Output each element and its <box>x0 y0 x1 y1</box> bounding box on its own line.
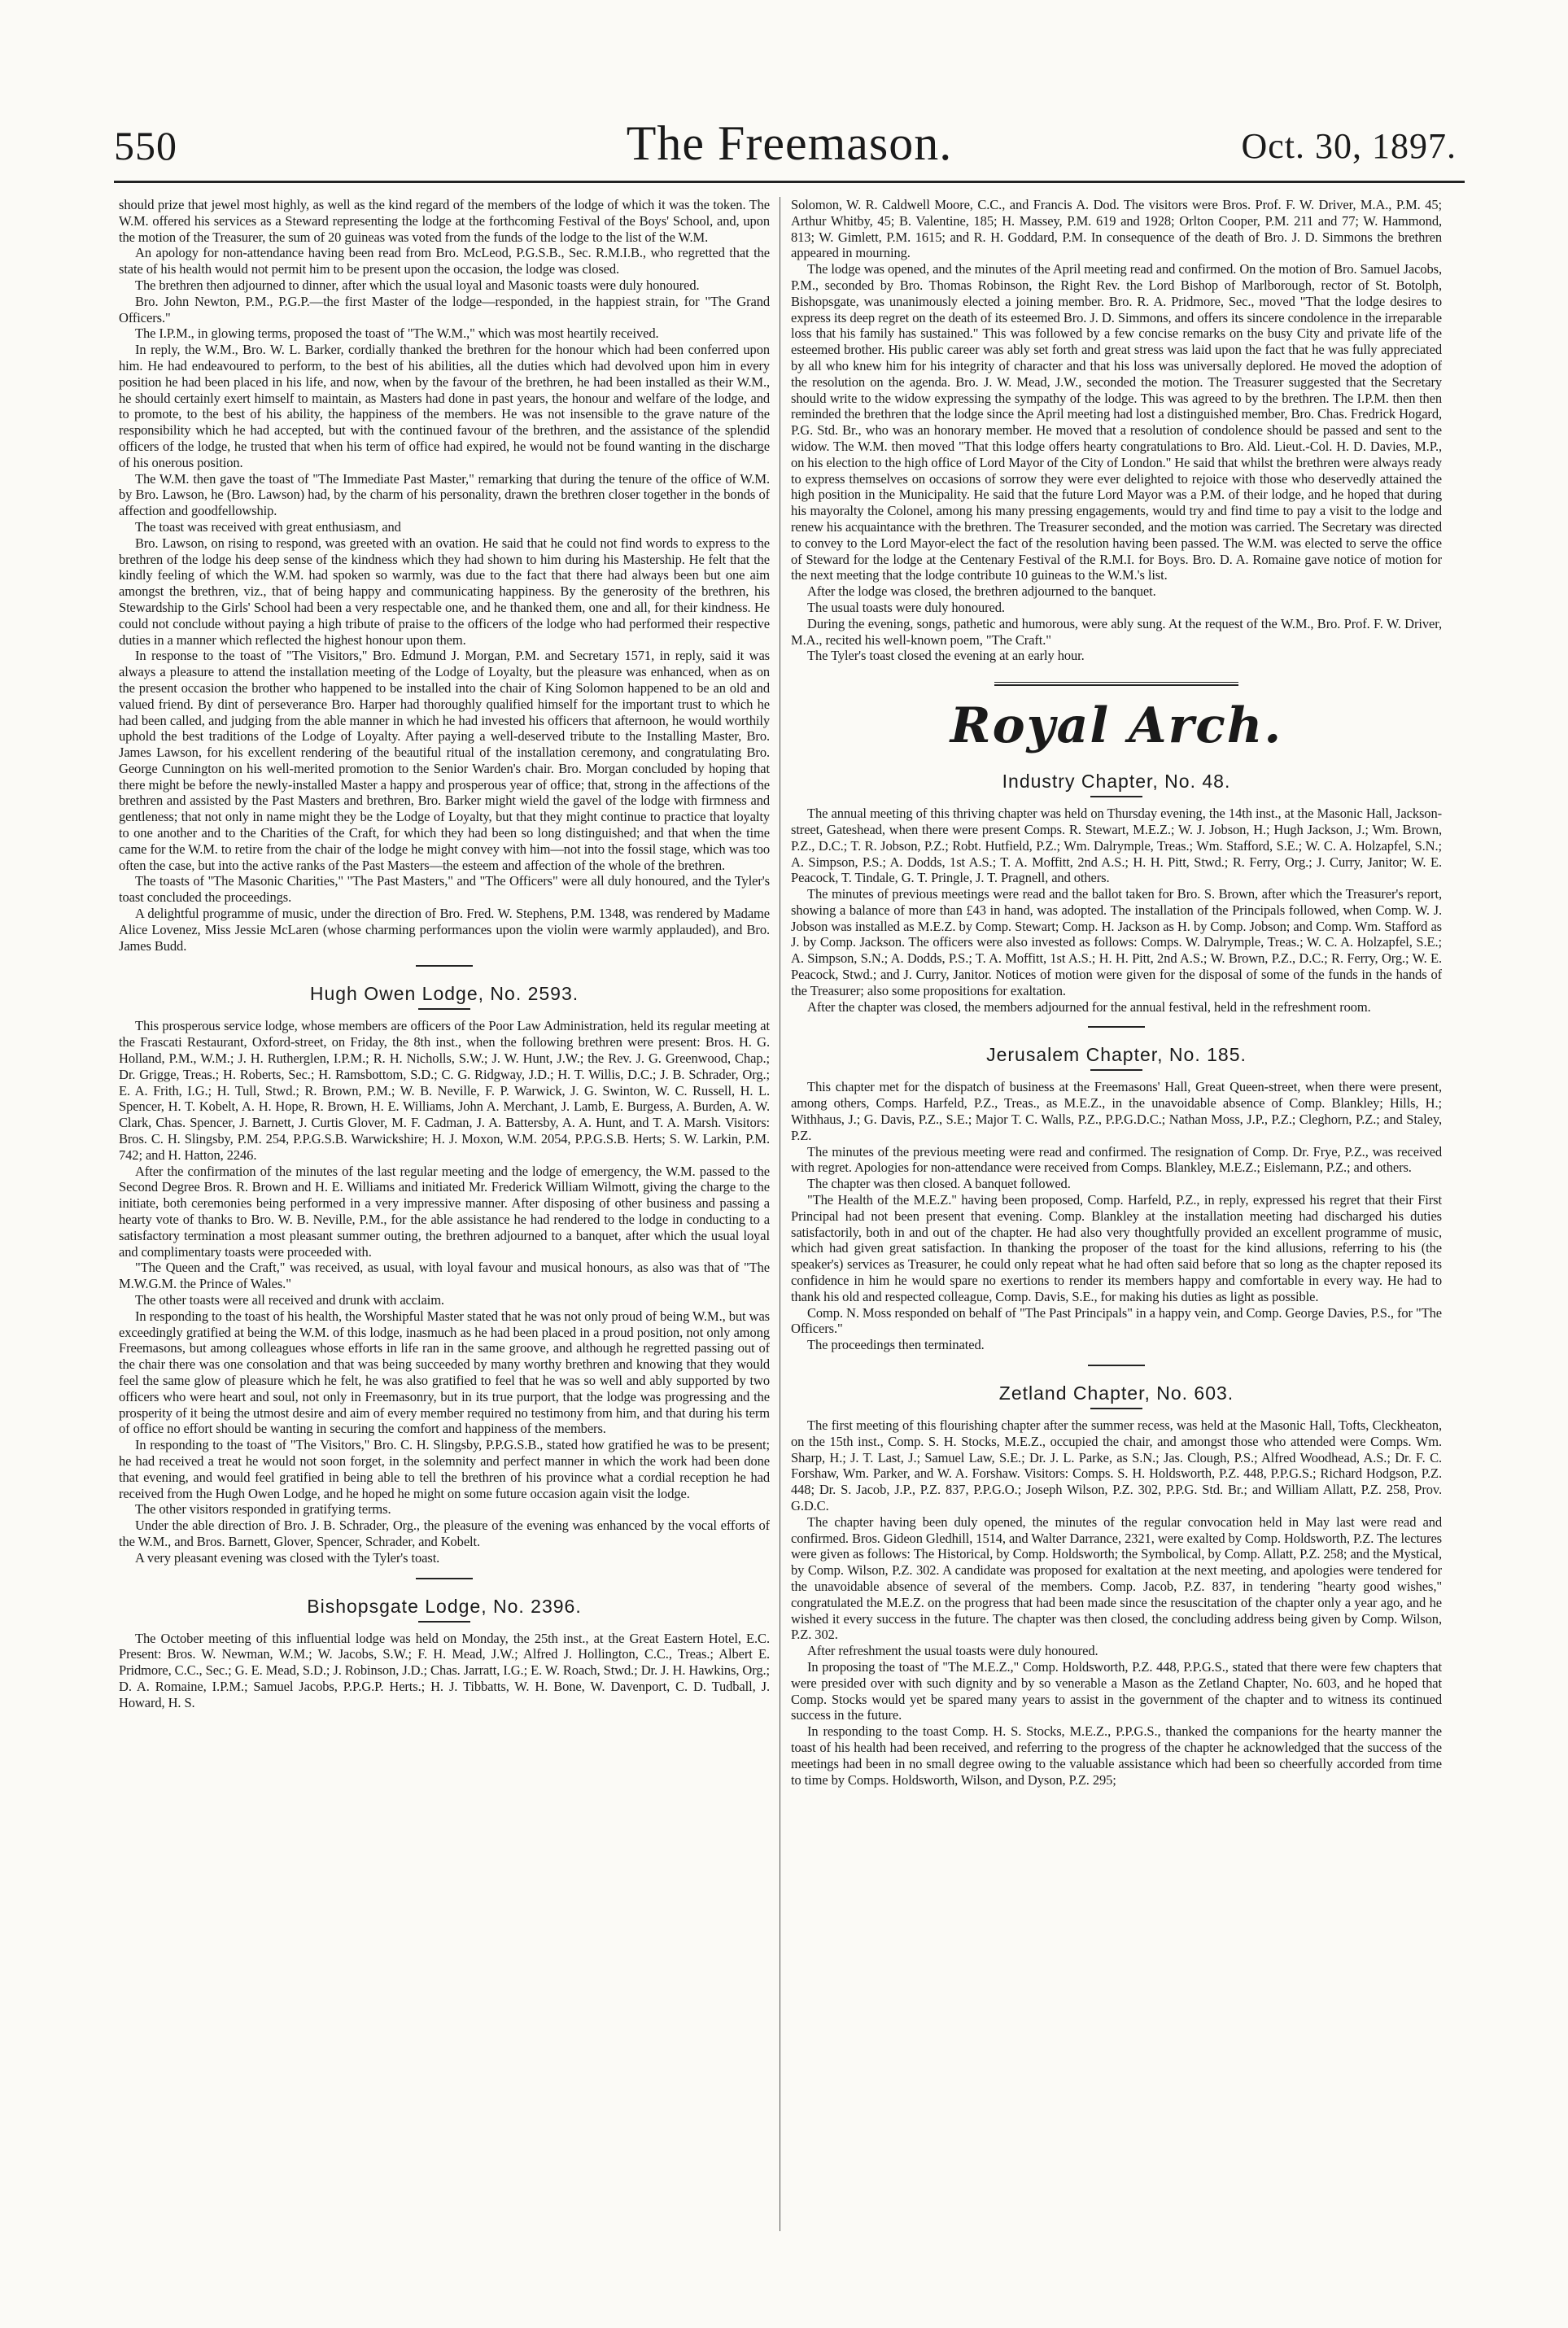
article-paragraph: Under the able direction of Bro. J. B. Schrader, Org., the pleasure of the evening was enhanced by the vocal efforts of the W.M., and Bros. Barnett, Glover, Spencer, Schrader, and Kobelt. <box>119 1518 770 1549</box>
paper-title: The Freemason. <box>626 116 953 170</box>
article-paragraph: The lodge was opened, and the minutes of the April meeting read and confirmed. On the motion of Bro. Samuel Jacobs, P.M., seconded by Bro. Thomas Robinson, the Right Rev. the Lord Bishop of Marlborough, rector of St. Botolph, Bishopsgate, was unanimously elected a joining member. Bro. R. A. Pridmore, Sec., moved "That the lodge desires to express its deep regret on the death of its esteemed Bro. J. D. Simmons, and offers its sincere condolence in the irreparable loss that his family has sustained." This was followed by a few concise remarks on the busy City and private life of the esteemed brother. His public career was ably set forth and great stress was laid upon the fact that he was fully appreciated by all who knew him for his integrity of character and that his loss was universally deplored. He moved the adoption of the resolution on the agenda. Bro. J. W. Mead, J.W., seconded the motion. The Treasurer suggested that the Secretary should write to the widow expressing the sympathy of the lodge. This was agreed to by the brethren. The I.P.M. then then reminded the brethren that the lodge since the April meeting had lost a distinguished member, Bro. Chas. Fredrick Hogard, P.G. Std. Br., who was an honorary member. He moved that a resolution of condolence should be passed and sent to the widow. The W.M. then moved "That this lodge offers hearty congratulations to Bro. Ald. Lieut.-Col. H. D. Davies, M.P., on his election to the high office of Lord Mayor of the City of London." He said that whilst the brethren were always ready to express themselves on occasions of sorrow they were ever delighted to rejoice with those who deservedly attained the high position in the Municipality. He said that the future Lord Mayor was a P.M. of their lodge, and he hoped that during his mayoralty the Colonel, among his many pressing engagements, would try and find time to pay a visit to the lodge and renew his acquaintance with the brethren. The Treasurer seconded, and the motion was carried. The Secretary was directed to convey to the Lord Mayor-elect the fact of the resolution having been passed. The W.M. was elected to serve the office of Steward for the lodge at the Centenary Festival of the R.M.I. for Boys. Bro. D. A. Romaine gave notice of motion for the next meeting that the lodge contribute 10 guineas to the W.M.'s list. <box>791 261 1442 583</box>
industry-article <box>791 806 1442 1015</box>
article-paragraph: Solomon, W. R. Caldwell Moore, C.C., and Francis A. Dod. The visitors were Bros. Prof. F. W. Driver, M.A., P.M. 45; Arthur Whitby, 45; B. Valentine, 185; H. Massey, P.M. 619 and 1928; Orlton Cooper, P.M. 211 and 77; W. Hammond, 813; W. Gimlett, P.M. 1615; and R. H. Goddard, P.M. In consequence of the death of Bro. J. D. Simmons the brethren appeared in mourning. <box>791 197 1442 261</box>
article-paragraph: Bro. Lawson, on rising to respond, was greeted with an ovation. He said that he could not find words to express to the brethren of the lodge his deep sense of the kindness which they had shown to him during his Mastership. He felt that the kindly feeling of which the W.M. had spoken so warmly, was due to the fact that there had always been but one aim amongst the brethren, viz., that of being happy and communicating happiness. By the generosity of the brethren, his Stewardship to the Girls' School had been a very respectable one, and he thanked them, one and all, for their kindness. He could not conclude without paying a high tribute of praise to the officers of the lodge who had performed their respective duties in a manner which reflected the highest honour upon them. <box>119 535 770 648</box>
section-divider <box>416 1578 473 1579</box>
article-paragraph: The I.P.M., in glowing terms, proposed the toast of "The W.M.," which was most heartily received. <box>135 325 659 342</box>
jerusalem-article <box>791 1079 1442 1353</box>
title-underline <box>418 1008 470 1010</box>
section-divider <box>1088 1365 1145 1366</box>
article-paragraph: In proposing the toast of "The M.E.Z.," Comp. Holdsworth, P.Z. 448, P.P.G.S., stated that there were few chapters that were presided over with such dignity and by so venerable a Mason as the Zetland Chapter, No. 603, and he hoped that Comp. Stocks would yet be spared many years to assist in the government of the chapter and to witness its continued success in the future. <box>791 1658 1442 1723</box>
lead-article-body <box>119 197 770 954</box>
article-paragraph: During the evening, songs, pathetic and humorous, were ably sung. At the request of the W.M., Bro. Prof. F. W. Driver, M.A., recited his well-known poem, "The Craft." <box>791 615 1442 648</box>
right-column <box>791 197 1442 2313</box>
issue-date: Oct. 30, 1897. <box>1241 126 1457 166</box>
article-paragraph: After the chapter was closed, the members adjourned for the annual festival, held in the refreshment room. <box>807 998 1371 1015</box>
article-paragraph: The brethren then adjourned to dinner, after which the usual loyal and Masonic toasts were duly honoured. <box>135 277 700 293</box>
department-heading <box>791 682 1442 754</box>
article-paragraph: A very pleasant evening was closed with the Tyler's toast. <box>135 1549 440 1566</box>
section-title-jerusalem: Jerusalem Chapter, No. 185. <box>986 1044 1247 1066</box>
article-paragraph: The toast was received with great enthusiasm, and <box>135 518 401 535</box>
section-divider <box>416 965 473 967</box>
article-paragraph: The toasts of "The Masonic Charities," "The Past Masters," and "The Officers" were all duly honoured, and the Tyler's toast concluded the proceedings. <box>119 873 770 906</box>
department-title: Royal Arch. <box>950 697 1283 755</box>
title-underline <box>1090 1069 1142 1071</box>
left-column <box>119 197 770 2313</box>
article-paragraph: This chapter met for the dispatch of business at the Freemasons' Hall, Great Queen-street, when there were present, among others, Comps. Harfeld, P.Z., Treas., as M.E.Z., in the unavoidable absence of Comp. Blankley; Hills, H.; Withhaus, J.; G. Davis, P.Z., S.E.; Major T. C. Walls, P.Z., P.P.G.D.C.; Nathan Moss, J.P., P.Z.; Cleghorn, P.Z.; and Staley, P.Z. <box>791 1079 1442 1143</box>
department-rule <box>994 682 1238 686</box>
article-paragraph: The minutes of previous meetings were read and the ballot taken for Bro. S. Brown, after which the Treasurer's report, showing a balance of more than £43 in hand, was adopted. The installation of the Principals followed, when Comp. W. J. Jobson was installed as M.E.Z. by Comp. Stewart; Comp. H. Jackson as H. by Comp. Jobson; and Comp. Wm. Stafford as J. by Comp. Jackson. The officers were also invested as follows: Comps. W. Dalrymple, Treas.; W. C. A. Holzapfel, S.E.; A. Simpson, S.N.; A. Dodds, P.S.; T. A. Moffitt, 1st A.S.; H. H. Pitt, 2nd A.S.; W. Brown, P.Z., D.C.; R. Ferry, Org.; W. E. Peacock, Stwd.; and J. Curry, Janitor. Notices of motion were given for the disposal of some of the funds in the hands of the Treasurer; also some propositions for exaltation. <box>791 886 1442 998</box>
article-paragraph: The proceedings then terminated. <box>807 1337 985 1353</box>
article-paragraph: Comp. N. Moss responded on behalf of "The Past Principals" in a happy vein, and Comp. George Davies, P.S., for "The Officers." <box>791 1304 1442 1337</box>
section-divider <box>1088 1026 1145 1028</box>
article-paragraph: In responding to the toast of "The Visitors," Bro. C. H. Slingsby, P.P.G.S.B., stated how gratified he was to be present; he had received a treat he would not soon forget, in the solemnity and perfect manner in which the work had been done that evening, and would feel gratified in being able to tell the brethren of his province what a cordial reception he had received from the Hugh Owen Lodge, and he hoped he might on some future occasion again visit the lodge. <box>119 1437 770 1501</box>
article-paragraph: In response to the toast of "The Visitors," Bro. Edmund J. Morgan, P.M. and Secretary 1571, in reply, said it was always a pleasure to attend the installation meeting of the Lodge of Loyalty, but the pleasure was enhanced, when as on the present occasion the brother who happened to be installed into the chair of King Solomon happened to be an old and valued friend. By dint of perseverance Bro. Harper had thoroughly qualified himself for the important trust to which he had been called, and judging from the able manner in which he had invested his officers that afternoon, he would worthily uphold the best traditions of the Lodge of Loyalty. After paying a well-deserved tribute to the Installing Master, Bro. James Lawson, for his excellent rendering of the beautiful ritual of the installation ceremony, and congratulating Bro. George Cunnington on his well-merited promotion to the Senior Warden's chair. Bro. Morgan concluded by hoping that there might be before the newly-installed Master a happy and prosperous year of office; that, strong in the affections of the brethren and assisted by the Past Masters and brethren, Bro. Barker might wield the gavel of the lodge with firmness and gentleness; that not only in name might they be the Lodge of Loyalty, but that they might continue to practice that loyalty to one another and to the Charities of the Craft, for which they had been so long distinguished; and that when the time came for the W.M. to retire from the chair of the lodge he might convey with him—not into the fossil stage, which was too often the case, but into the active ranks of the Past Masters—the esteem and affection of the whole of the brethren. <box>119 648 770 873</box>
masthead <box>114 107 1465 173</box>
article-paragraph: The other visitors responded in gratifying terms. <box>135 1501 391 1518</box>
article-paragraph: The W.M. then gave the toast of "The Immediate Past Master," remarking that during the tenure of the office of W.M. by Bro. Lawson, he (Bro. Lawson) had, by the charm of his personality, drawn the brethren closer together in the bonds of affection and goodfellowship. <box>119 470 770 519</box>
article-paragraph: The October meeting of this influential lodge was held on Monday, the 25th inst., at the Great Eastern Hotel, E.C. Present: Bros. W. Newman, W.M.; W. Jacobs, S.W.; F. H. Mead, J.W.; Alfred J. Hollington, C.C., Treas.; Albert E. Pridmore, C.C., Sec.; G. E. Mead, S.D.; J. Robinson, J.D.; Chas. Jarratt, I.G.; E. W. Roach, Stwd.; Dr. J. H. Hawkins, Org.; D. A. Romaine, I.P.M.; Samuel Jacobs, P.P.G.P. Herts.; H. J. Tibbatts, W. H. Bone, W. Davenport, C. D. Tudball, J. Howard, H. S. <box>119 1630 770 1710</box>
article-paragraph: An apology for non-attendance having been read from Bro. McLeod, P.G.S.B., Sec. R.M.I.B., who regretted that the state of his health would not permit him to be present upon the occasion, the lodge was closed. <box>119 245 770 277</box>
article-paragraph: "The Health of the M.E.Z." having been proposed, Comp. Harfeld, P.Z., in reply, expressed his regret that their First Principal had not been present that evening. Comp. Blankley at the installation meeting had discharged his duties satisfactorily, both in and out of the chapter. He had also very thoughtfully provided an excellent programme of music, which had given great satisfaction. In thanking the proposer of the toast for the kind allusions, referring to his (the speaker's) services as Treasurer, he could only repeat what he had often said before that so long as the chapter reposed its confidence in him he would spare no exertions to render its members happy and comfortable in every way. He had to thank his old and respected colleague, Comp. Davis, S.E., for making his duties as light as possible. <box>791 1192 1442 1304</box>
article-paragraph: "The Queen and the Craft," was received, as usual, with loyal favour and musical honours, as also was that of "The M.W.G.M. the Prince of Wales." <box>119 1260 770 1292</box>
section-title-zetland: Zetland Chapter, No. 603. <box>998 1382 1234 1404</box>
article-paragraph: The minutes of the previous meeting were read and confirmed. The resignation of Comp. Dr. Frye, P.Z., was received with regret. Apologies for non-attendance were received from Comps. Blankley, M.E.Z.; Eislemann, P.Z.; and others. <box>791 1143 1442 1176</box>
article-paragraph: The chapter was then closed. A banquet followed. <box>807 1176 1071 1192</box>
section-title-hugh-owen: Hugh Owen Lodge, No. 2593. <box>309 983 579 1005</box>
article-paragraph: The usual toasts were duly honoured. <box>807 599 1005 615</box>
article-paragraph: The annual meeting of this thriving chapter was held on Thursday evening, the 14th inst., at the Masonic Hall, Jackson-street, Gateshead, when there were present Comps. R. Stewart, M.E.Z.; W. J. Jobson, H.; Hugh Jackson, J.; Wm. Brown, P.Z., D.C.; T. R. Jobson, P.Z.; Robt. Hutfield, P.Z.; Wm. Dalrymple, Treas.; Wm. Stafford, S.E.; W. C. A. Holzapfel, S.N.; A. Simpson, P.S.; A. Dodds, 1st A.S.; T. A. Moffitt, 2nd A.S.; H. H. Pitt, Stwd.; R. Ferry, Org.; J. Curry, Janitor; W. E. Peacock, T. Tindale, G. T. Pringle, J. T. Pragnell, and others. <box>791 806 1442 886</box>
section-title-bishopsgate: Bishopsgate Lodge, No. 2396. <box>307 1595 582 1617</box>
article-paragraph: The Tyler's toast closed the evening at an early hour. <box>807 648 1085 664</box>
article-paragraph: In responding to the toast Comp. H. S. Stocks, M.E.Z., P.P.G.S., thanked the companions for the hearty manner the toast of his health had been received, and referring to the progress of the chapter he acknowledged that the success of the meetings had been in no small degree owing to the valuable assistance which had been so cheerfully accorded from time to time by Comps. Holdsworth, Wilson, and Dyson, P.Z. 295; <box>791 1723 1442 1788</box>
bishopsgate-article <box>119 1631 770 1711</box>
article-paragraph: The chapter having been duly opened, the minutes of the regular convocation held in May last were read and confirmed. Bros. Gideon Gledhill, 1514, and Walter Darrance, 2321, were exalted by Comp. Holdsworth, P.Z. The lectures were given as follows: The Historical, by Comp. Holdsworth; the Symbolical, by Comp. Allatt, P.Z. 258; and the Mystical, by Comp. Wilson, P.Z. 302. A candidate was proposed for exaltation at the next meeting, and apologies were tendered for the unavoidable absence of several of the members. Comp. Jacob, P.Z. 837, in tendering "hearty good wishes," congratulated the M.E.Z. on the progress that had been made since the resuscitation of the chapter only a year ago, and he wished it every success in the future. The chapter was then closed, the concluding address being given by Comp. Wilson, P.Z. 302. <box>791 1513 1442 1643</box>
zetland-article <box>791 1417 1442 1788</box>
bishopsgate-continuation <box>791 197 1442 664</box>
article-paragraph: After the confirmation of the minutes of the last regular meeting and the lodge of emergency, the W.M. passed to the Second Degree Bros. R. Brown and H. E. Williams and initiated Mr. Frederick William Wilmott, giving the charge to the initiate, both ceremonies being performed in a very impressive manner. After disposing of other business and passing a hearty vote of thanks to Bro. W. B. Neville, P.M., for the able assistance he had rendered to the lodge in conducting to a satisfactory termination a most pleasant summer outing, the brethren adjourned to a banquet, after which the usual loyal and complimentary toasts were proceeded with. <box>119 1163 770 1260</box>
hugh-owen-article <box>119 1018 770 1566</box>
article-paragraph: After refreshment the usual toasts were duly honoured. <box>807 1643 1098 1659</box>
article-paragraph: In responding to the toast of his health, the Worshipful Master stated that he was not only proud of being W.M., but was exceedingly gratified at being the W.M. of this lodge, inasmuch as he had been placed in a proud position, not only among Freemasons, but among colleagues whose efforts in life ran in the same groove, and although he regretted passing out of the chair there was one consolation and that was being succeeded by many worthy brethren and knowing that they would feel the same glow of pleasure which he felt, he was also gratified to feel that he was so well and ably supported by two officers who were heart and soul, not only in Freemasonry, but in its true purport, that the lodge was progressing and the prosperity of it being the utmost desire and aim of every member required no testimony from him, and that during his term of office no effort should be wanting in securing the comfort and happiness of the members. <box>119 1308 770 1437</box>
title-underline <box>1090 796 1142 797</box>
article-paragraph: A delightful programme of music, under the direction of Bro. Fred. W. Stephens, P.M. 1348, was rendered by Madame Alice Lovenez, Miss Jessie McLaren (whose charming performances upon the violin were warmly applauded), and Bro. James Budd. <box>119 906 770 954</box>
article-paragraph: should prize that jewel most highly, as well as the kind regard of the members of the lodge of which it was the token. The W.M. offered his services as a Steward representing the lodge at the forthcoming Festival of the Boys' School, and, upon the motion of the Treasurer, the sum of 20 guineas was voted from the funds of the lodge to the list of the W.M. <box>119 197 770 245</box>
title-underline <box>1090 1408 1142 1409</box>
page-number: 550 <box>114 123 177 168</box>
masthead-rule <box>114 181 1465 183</box>
article-paragraph: After the lodge was closed, the brethren adjourned to the banquet. <box>807 583 1156 600</box>
title-underline <box>418 1621 470 1623</box>
article-paragraph: Bro. John Newton, P.M., P.G.P.—the first Master of the lodge—responded, in the happiest strain, for "The Grand Officers." <box>119 293 770 325</box>
article-paragraph: In reply, the W.M., Bro. W. L. Barker, cordially thanked the brethren for the honour which had been conferred upon him. He had endeavoured to perform, to the best of his abilities, all the duties which had devolved upon him in every position he had been placed in his life, and now, when by the favour of the brethren, he had been installed as their W.M., he should certainly exert himself to maintain, as Masters had done in past years, the honour and welfare of the lodge, and to promote, to the best of his ability, the happiness of the members. He was not insensible to the grave nature of the responsibility which he had accepted, but with the continued favour of the brethren, and the assistance of the splendid officers of the lodge, he trusted that when his term of office had expired, he would not be found wanting in the discharge of his onerous position. <box>119 342 770 470</box>
section-title-industry: Industry Chapter, No. 48. <box>1002 771 1231 793</box>
article-paragraph: The other toasts were all received and drunk with acclaim. <box>135 1292 444 1308</box>
article-paragraph: The first meeting of this flourishing chapter after the summer recess, was held at the Masonic Hall, Tofts, Cleckheaton, on the 15th inst., Comp. S. H. Stocks, M.E.Z., occupied the chair, and amongst those who attended were Comps. Wm. Sharp, H.; J. T. Last, J.; Samuel Law, S.E.; Dr. J. L. Parke, as S.N.; Jas. Clough, P.S.; Alfred Woodhead, A.S.; Dr. F. C. Forshaw, Wm. Parker, and W. A. Forshaw. Visitors: Comps. S. H. Holdsworth, P.Z. 448, P.P.G.S.; Richard Hodgson, P.Z. 448; Dr. S. Jacob, J.P., P.Z. 837, P.P.G.O.; Joseph Wilson, P.Z. 302, P.P.G. Std. Br.; and William Allatt, P.Z. 258, Prov. G.D.C. <box>791 1417 1442 1513</box>
article-paragraph: This prosperous service lodge, whose members are officers of the Poor Law Administration, held its regular meeting at the Frascati Restaurant, Oxford-street, on Friday, the 8th inst., when the following brethren were present: Bros. H. G. Holland, P.M., W.M.; J. H. Rutherglen, I.P.M.; R. H. Nicholls, S.W.; J. W. Hunt, J.W.; the Rev. J. G. Greenwood, Chap.; Dr. Grigge, Treas.; H. Roberts, Sec.; H. Ramsbottom, S.D.; C. G. Ridgway, J.D.; H. T. Willis, D.C.; J. B. Schrader, Org.; E. A. Frith, I.G.; H. Tull, Stwd.; R. Brown, P.M.; W. B. Neville, F. P. Warwick, J. G. Swinton, W. C. Russell, H. L. Spencer, H. T. Kobelt, A. H. Hope, R. Brown, H. E. Williams, John A. Merchant, J. Lamb, E. Burgess, A. Burden, A. W. Clark, Chas. Spencer, J. Barnett, J. Curtis Glover, M. F. Cadman, J. A. Battersby, A. A. Hunt, and T. A. Marsh. Visitors: Bros. C. H. Slingsby, P.M. 254, P.P.G.S.B. Warwickshire; H. J. Moxon, W.M. 2054, P.P.G.S.B. Herts; S. W. Larkin, P.M. 742; and H. Hatton, 2246. <box>119 1018 770 1163</box>
